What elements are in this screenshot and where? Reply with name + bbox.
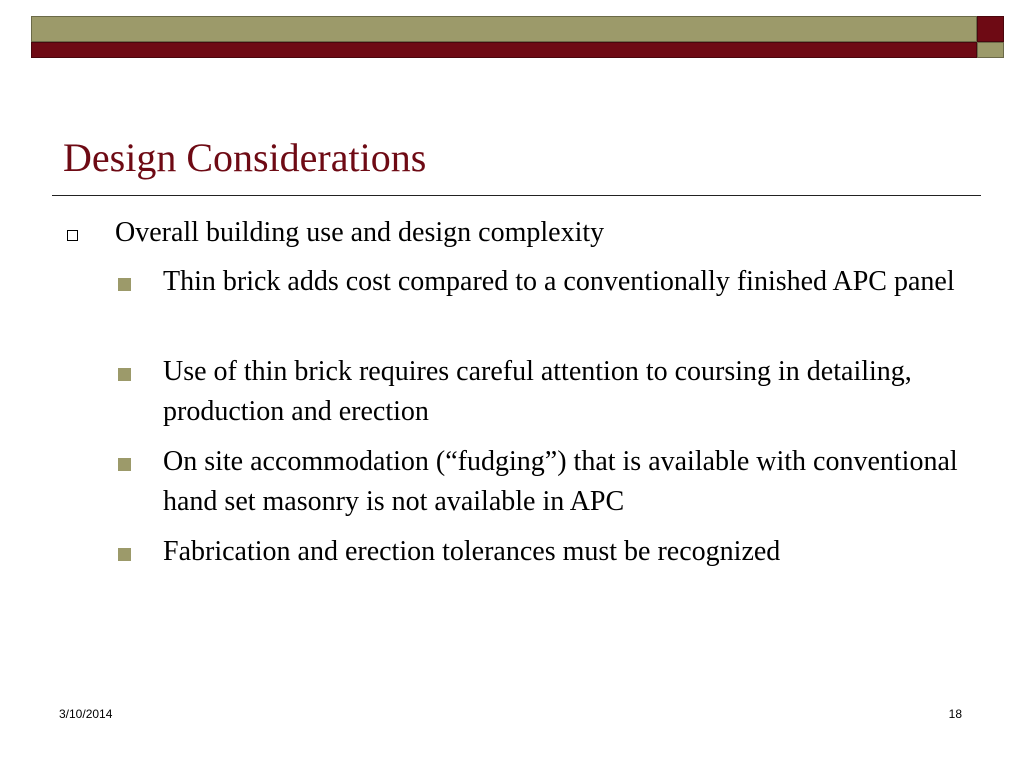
sub-bullet-2: Use of thin brick requires careful attention to coursing in detailing, production and erection — [163, 356, 912, 427]
page-number: 18 — [948, 707, 962, 721]
header-band-maroon — [31, 42, 977, 58]
sub-bullet-3: On site accommodation (“fudging”) that is available with conventional hand set masonry is not available in APC — [163, 446, 958, 517]
header-band-olive — [31, 16, 977, 42]
footer-date: 3/10/2014 — [59, 707, 113, 721]
header-corner-square-maroon — [977, 16, 1004, 42]
filled-square-bullet-icon — [118, 458, 131, 471]
filled-square-bullet-icon — [118, 278, 131, 291]
header-corner-square-olive — [977, 42, 1004, 58]
filled-square-bullet-icon — [118, 368, 131, 381]
main-bullet-text: Overall building use and design complexity — [115, 217, 605, 248]
title-divider — [52, 195, 981, 196]
sub-bullet-4: Fabrication and erection tolerances must be recognized — [163, 536, 781, 567]
sub-bullet-1: Thin brick adds cost compared to a conventionally finished APC panel — [163, 266, 955, 297]
slide-title: Design Considerations — [63, 135, 427, 180]
filled-square-bullet-icon — [118, 548, 131, 561]
hollow-square-bullet-icon — [67, 230, 78, 241]
